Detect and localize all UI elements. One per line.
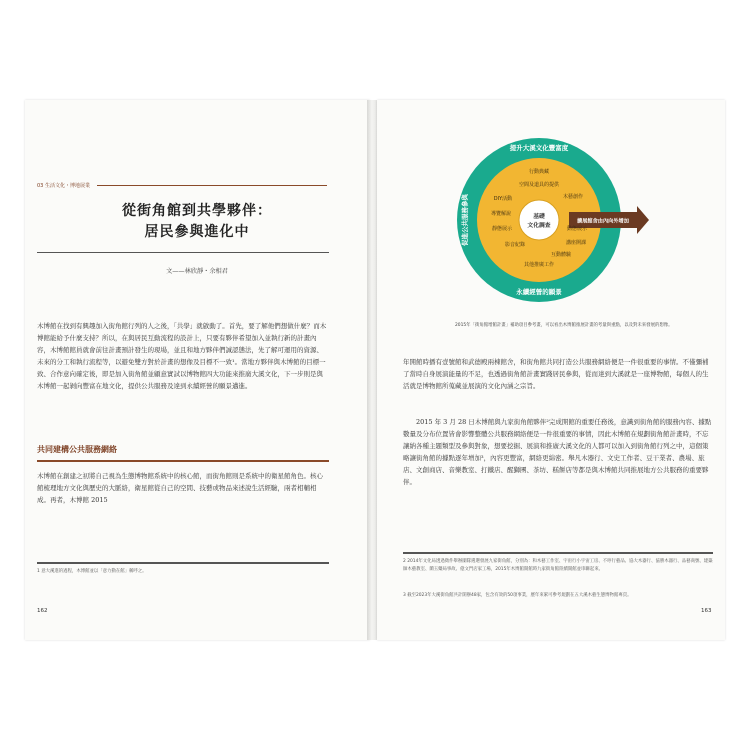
left-page	[25, 100, 370, 640]
service-network-diagram	[449, 128, 659, 318]
section-subheading: 共同建構公共服務網絡	[37, 444, 117, 454]
ring-item-space-tools: 空間及道具的提供	[518, 182, 560, 188]
page-number-left: 162	[37, 608, 48, 614]
arrow-label: 擴展館舍由內向外增加	[577, 218, 629, 225]
outer-label-left: 促進公共服務參與	[461, 194, 469, 246]
footnote-2: 2 2014年文化局透過徵件舉辦團隊遴選發展九家街角館，分別為：和木藝工作室、宇宙行小宇宙工房、不哼行藝品、協大木器行、協勝木器行、品藝商號、建築師木藝教室、蘭玉藥局事故、億文門店家工場，2015年木博館開館時九家街角館陸續開館並串聯起來。	[403, 559, 713, 572]
page-number-right: 163	[701, 608, 712, 614]
right-body-paragraph-1: 年開館時播有壹號館和武德殿兩棟館舍，和街角館共同打造公共服務網絡便是一件很重要的事情。不僅彌補了當時自身展演能量的不足，也透過街角館計畫實踐居民參與，從而達到大溪就是一座博物館，每個人的生活就是博物館所蒐藏並展演的文化內涵之宗旨。	[403, 358, 709, 390]
title-rule	[37, 252, 329, 253]
ring-item-woodcraft: 木藝創作	[562, 194, 584, 200]
ring-item-diy: DIY活動	[493, 196, 513, 202]
outer-label-bottom: 永續經營的願景	[516, 288, 562, 296]
section-tag: 03 生活文化・博地展業	[37, 183, 90, 189]
ring-item-guided-tour: 導覽解說	[490, 211, 512, 217]
diagram-caption: 2015年「街角館增館計畫」補助項目參考畫，可以看出木博館推展計畫的考量與重點，以及對未來發展的想像。	[455, 323, 673, 328]
body-paragraph-2: 木博館在創建之初將自己視為生態博物館系統中的核心館，而街角館則是系統中的衛星館角色。核心館梳理地方文化與歷史的大脈絡，衛星館從自己的空間、技藝或物品來述說生活經驗，兩者相輔相成。再者，木博館 2015	[37, 472, 323, 504]
author-byline: 文——林欣靜・余相君	[166, 268, 228, 275]
article-title-line1: 從街角館到共學夥伴：	[122, 203, 272, 219]
right-page	[377, 100, 725, 640]
ring-item-lectures: 講座開課	[565, 240, 587, 246]
book-spread	[25, 100, 725, 640]
ring-item-dynamic-display: 動態展示	[566, 226, 588, 232]
center-label-line1: 基礎	[533, 214, 545, 220]
body-paragraph-1: 木博館在找到有興趣加入街角館行列的人之後，「共學」就啟動了。首先，要了解他們想做什麼？而木博館能給予什麼支持？所以，在與居民互動流程的設計上，只要有夥伴希望加入並執行新的計畫內容，木博館館員就會前往計畫預計發生的現場，並且和地方夥伴們誠認態法，先了解可運用的資源、未來的分工和執行流程等，以避免雙方對於計畫的想像及目標不一致¹。當地方夥伴與木博館的目標一致、合作意向確定後，即是加入街角館並顧意實試以博物館四大功能來推廣大溪文化，下一步則是與木博館一起剝向豐富在地文化，提供公共服務及達到永續經營的願景邁進。	[37, 322, 327, 390]
right-footnote-rule	[403, 552, 713, 554]
article-title-line2: 居民參與進化中	[144, 224, 250, 240]
footnote-rule	[37, 562, 329, 564]
outer-label-top: 提升大溪文化豐富度	[509, 144, 569, 152]
center-circle	[519, 200, 559, 240]
ring-item-video-record: 影音紀錄	[504, 242, 526, 248]
ring-item-mobile-collection: 行動典藏	[528, 169, 550, 175]
ring-item-interactive: 互動體驗	[550, 252, 572, 258]
center-label-line2: 文化調查	[527, 223, 551, 229]
right-body-paragraph-2: 2015 年 3 月 28 日木博館與九家街角館夥伴²完成開館的重要任務後，意識到街角館的服務內容、據點數量及分布位置皆會影響整體公共服務網絡便是一件很重要的事情，因此木博館在規劃街角館計畫時，不忘讓納各種主題類型及參與對象，想要挖掘、展演和推廣大溪文化的人都可以加入到街角館行列之中，這個策略讓街角館的據點逐年增加³，內容更豐富，網絡更綿密。舉凡木器行、文史工作者、豆干業者、農場、旅店、文創商店、音樂教室、打鐵店、醒獅團、茶坊、糕餅店等都是與木博館共同推展地方公共服務的重要夥伴。	[403, 418, 712, 486]
subheading-rule	[37, 460, 329, 462]
footnote-3: 3 截至2023年大溪街角館共計開辦48家，包含有效的50項事業，歷年來累可參考規劃在五大溪木藝生態博物館專頁。	[403, 593, 632, 598]
ring-item-static-display: 靜態展示	[491, 226, 513, 232]
ring-item-other-promo: 其他推廣工作	[523, 262, 555, 268]
footnote-1: 1 意大溪進的過程，木博館並以「意力動在館」稱呼之。	[37, 569, 147, 574]
section-tag-rule	[97, 185, 327, 187]
